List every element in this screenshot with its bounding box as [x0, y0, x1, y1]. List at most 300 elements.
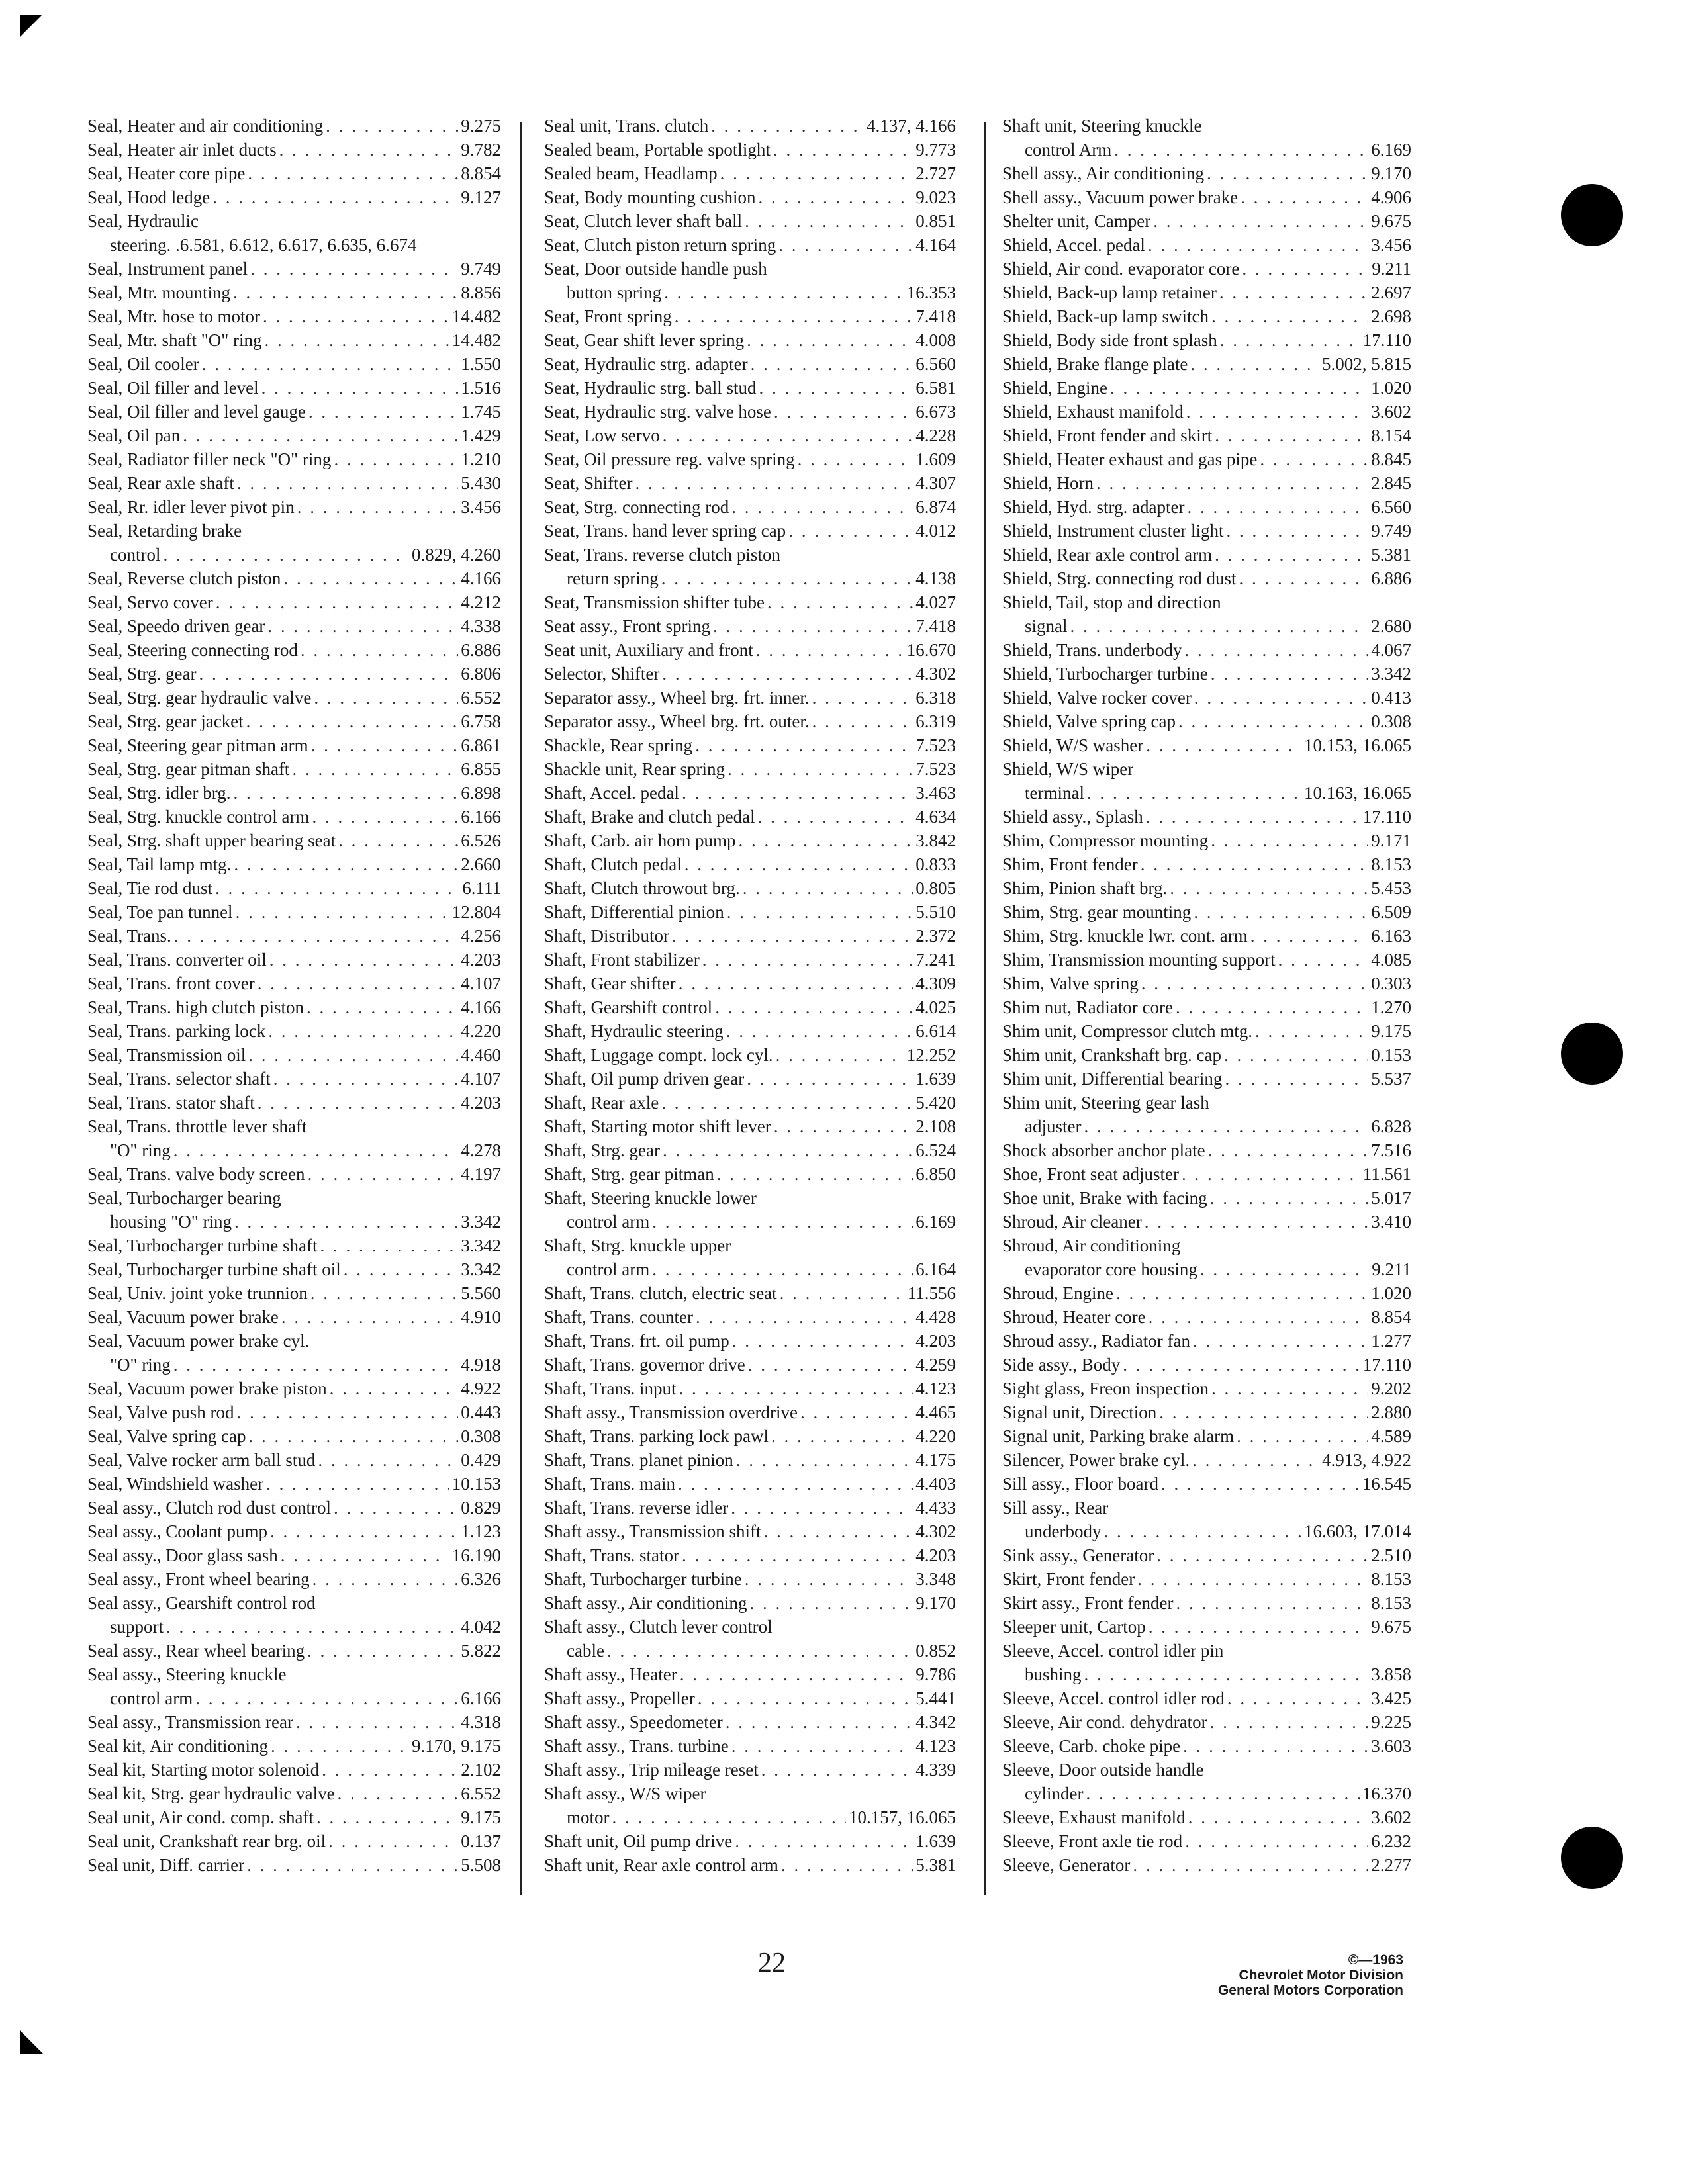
leader-dots [307, 1162, 458, 1186]
entry-reference: 1.270 [1371, 997, 1411, 1017]
index-entry-line [1002, 495, 1411, 519]
index-entry [1002, 257, 1411, 281]
leader-dots [310, 1281, 459, 1305]
entry-label: Shield, Valve rocker cover [1002, 688, 1192, 707]
entry-reference: 4.228 [915, 426, 956, 445]
entry-label: Shaft assy., Trip mileage reset [544, 1760, 759, 1780]
entry-reference: 6.850 [915, 1164, 956, 1184]
index-entry [544, 614, 956, 638]
entry-label: Shroud, Heater core [1002, 1307, 1146, 1327]
index-entry [1002, 1710, 1411, 1734]
leader-dots [1096, 471, 1368, 495]
entry-label: Seal assy., Door glass sash [87, 1545, 278, 1565]
leader-dots [1226, 519, 1368, 543]
index-entry-line [544, 209, 956, 233]
entry-reference: 6.166 [461, 1688, 501, 1708]
index-entry-continuation [1002, 1257, 1411, 1281]
index-entry [87, 900, 501, 924]
index-entry-line [544, 352, 956, 376]
leader-dots [1084, 1662, 1369, 1686]
index-entry [1002, 1496, 1411, 1543]
index-entry-line [544, 1067, 956, 1091]
index-entry [87, 376, 501, 400]
index-entry [1002, 471, 1411, 495]
entry-label: Shield, Strg. connecting rod dust [1002, 569, 1237, 588]
entry-label: Seal, Heater air inlet ducts [87, 140, 277, 159]
index-entry [87, 519, 501, 567]
leader-dots [270, 1520, 458, 1543]
index-entry [544, 352, 956, 376]
index-entry-continuation [544, 1639, 956, 1662]
index-entry [544, 757, 956, 781]
entry-label: Sight glass, Freon inspection [1002, 1379, 1209, 1398]
leader-dots [258, 1091, 459, 1115]
index-entry-line [87, 185, 501, 209]
entry-sublabel: motor [567, 1807, 610, 1827]
entry-label: Seal, Turbocharger turbine shaft oil [87, 1259, 341, 1279]
index-entry-line [544, 614, 956, 638]
index-entry-line [87, 1591, 501, 1615]
entry-reference: 9.786 [915, 1664, 956, 1684]
leader-dots [292, 757, 458, 781]
index-entry [87, 662, 501, 686]
leader-dots [1211, 829, 1368, 852]
index-entry [87, 709, 501, 733]
entry-reference: 0.851 [915, 211, 956, 231]
entry-reference: 4.465 [915, 1402, 956, 1422]
entry-reference: 6.560 [1371, 497, 1411, 517]
entry-label: Shackle, Rear spring [544, 735, 693, 755]
entry-label: Seal, Valve spring cap [87, 1426, 246, 1446]
entry-reference: 6.164 [915, 1259, 956, 1279]
index-entry-line [87, 1710, 501, 1734]
entry-reference: 6.886 [1371, 569, 1411, 588]
leader-dots [283, 567, 458, 590]
index-entry [544, 900, 956, 924]
index-entry [544, 138, 956, 161]
entry-label: Seal, Trans. stator shaft [87, 1093, 255, 1113]
index-entry-line [87, 1662, 501, 1686]
leader-dots [248, 161, 458, 185]
entry-reference: 6.552 [461, 1784, 501, 1803]
index-entry [87, 1805, 501, 1829]
entry-reference: 2.108 [915, 1116, 956, 1136]
leader-dots [747, 328, 913, 352]
entry-sublabel: control arm [110, 1688, 193, 1708]
binder-hole [1561, 184, 1623, 246]
entry-label: Signal unit, Parking brake alarm [1002, 1426, 1235, 1446]
entry-reference: 3.425 [1371, 1688, 1411, 1708]
index-entry [544, 543, 956, 590]
index-entry [87, 567, 501, 590]
index-entry [544, 1543, 956, 1567]
index-entry [544, 1734, 956, 1758]
leader-dots [234, 1210, 458, 1234]
entry-label: Seal, Rr. idler lever pivot pin [87, 497, 295, 517]
index-entry [1002, 1472, 1411, 1496]
entry-label: Shield, Back-up lamp retainer [1002, 283, 1217, 302]
index-entry [1002, 1329, 1411, 1353]
entry-label: Shaft, Trans. stator [544, 1545, 680, 1565]
index-entry-line [87, 1520, 501, 1543]
entry-label: Seal, Mtr. shaft "O" ring [87, 330, 262, 350]
index-entry-line [544, 1686, 956, 1710]
index-entry [87, 257, 501, 281]
index-entry-line [544, 995, 956, 1019]
index-entry [1002, 1377, 1411, 1400]
entry-reference: 8.153 [1371, 1569, 1411, 1589]
leader-dots [1219, 281, 1368, 304]
index-entry [87, 781, 501, 805]
entry-label: Shroud, Air conditioning [1002, 1236, 1181, 1255]
division-name: Chevrolet Motor Division [1239, 1968, 1403, 1983]
leader-dots [1242, 257, 1369, 281]
entry-label: Shield, Air cond. evaporator core [1002, 259, 1240, 279]
entry-reference: 6.874 [915, 497, 956, 517]
entry-reference: 2.660 [461, 854, 501, 874]
entry-reference: 4.307 [915, 473, 956, 493]
index-entry [1002, 328, 1411, 352]
entry-reference: 10.163, 16.065 [1304, 783, 1411, 803]
entry-reference: 4.339 [915, 1760, 956, 1780]
index-entry-line [87, 1186, 501, 1210]
leader-dots [246, 709, 459, 733]
leader-dots [747, 1067, 913, 1091]
leader-dots [344, 1257, 459, 1281]
entry-label: Seat, Oil pressure reg. valve spring [544, 449, 795, 469]
leader-dots [328, 1829, 458, 1853]
entry-reference: 9.749 [461, 259, 501, 279]
entry-label: Shaft, Strg. knuckle upper [544, 1236, 731, 1255]
leader-dots [788, 519, 913, 543]
index-entry-line [544, 400, 956, 424]
index-entry-line [87, 1496, 501, 1520]
leader-dots [1278, 948, 1369, 972]
index-entry [544, 424, 956, 447]
index-entry-line [544, 114, 956, 138]
entry-label: Seal assy., Rear wheel bearing [87, 1641, 305, 1661]
entry-label: Seal, Heater core pipe [87, 163, 246, 183]
entry-label: Shim, Compressor mounting [1002, 831, 1209, 850]
index-entry [87, 686, 501, 709]
index-entry [1002, 495, 1411, 519]
entry-reference: 9.170 [915, 1593, 956, 1613]
copyright-year: ©—1963 [1348, 1952, 1403, 1968]
entry-reference: 4.085 [1371, 950, 1411, 970]
index-entry [87, 1281, 501, 1305]
index-entry [87, 590, 501, 614]
index-entry [1002, 424, 1411, 447]
entry-label: Seal, Tie rod dust [87, 878, 213, 898]
leader-dots [682, 1543, 913, 1567]
index-entry-line [544, 638, 956, 662]
entry-label: Skirt, Front fender [1002, 1569, 1135, 1589]
entry-label: Shroud assy., Radiator fan [1002, 1331, 1190, 1351]
leader-dots [798, 447, 914, 471]
index-entry-line [87, 614, 501, 638]
leader-dots [1086, 1782, 1359, 1805]
leader-dots [1114, 138, 1368, 161]
entry-reference: 2.697 [1371, 283, 1411, 302]
index-entry [544, 686, 956, 709]
leader-dots [679, 1377, 914, 1400]
index-entry-line [544, 1377, 956, 1400]
index-entry-continuation [1002, 1662, 1411, 1686]
entry-label: Sealed beam, Portable spotlight [544, 140, 771, 159]
entry-reference: 4.918 [461, 1355, 501, 1375]
index-entry [544, 1353, 956, 1377]
index-entry [544, 876, 956, 900]
index-entry-continuation [87, 233, 501, 257]
index-entry-line [1002, 1853, 1411, 1877]
entry-reference: 12.252 [906, 1045, 956, 1065]
entry-label: Sill assy., Rear [1002, 1498, 1109, 1518]
leader-dots [338, 1782, 459, 1805]
leader-dots [233, 281, 458, 304]
entry-reference: 16.190 [451, 1545, 501, 1565]
index-entry [544, 1281, 956, 1305]
leader-dots [735, 1829, 913, 1853]
index-entry-line [1002, 1377, 1411, 1400]
entry-reference: 1.639 [915, 1831, 956, 1851]
entry-label: Seal, Trans. throttle lever shaft [87, 1116, 307, 1136]
index-entry-line [544, 590, 956, 614]
leader-dots [812, 686, 914, 709]
index-entry-line [1002, 1686, 1411, 1710]
entry-label: Shaft, Trans. counter [544, 1307, 693, 1327]
leader-dots [720, 161, 914, 185]
index-entry-line [544, 1043, 956, 1067]
entry-label: Shaft, Oil pump driven gear [544, 1069, 745, 1089]
index-entry-line [87, 257, 501, 281]
entry-reference: 11.556 [907, 1283, 956, 1303]
corporation-name: General Motors Corporation [1217, 1983, 1403, 1998]
entry-reference: 7.418 [915, 306, 956, 326]
index-entry [544, 1448, 956, 1472]
leader-dots [1084, 1115, 1368, 1138]
index-entry-line [87, 400, 501, 424]
leader-dots [1224, 1043, 1368, 1067]
index-entry-line [87, 829, 501, 852]
leader-dots [320, 1234, 458, 1257]
leader-dots [684, 852, 914, 876]
entry-reference: 6.673 [915, 402, 956, 422]
leader-dots [1239, 567, 1368, 590]
index-entry [544, 709, 956, 733]
entry-reference: 6.806 [461, 664, 501, 684]
index-entry [544, 924, 956, 948]
entry-label: Shaft, Trans. clutch, electric seat [544, 1283, 777, 1303]
leader-dots [216, 590, 459, 614]
entry-reference: 9.211 [1372, 1259, 1411, 1279]
entry-reference: 9.275 [461, 116, 501, 136]
leader-dots [234, 852, 458, 876]
entry-reference: 6.232 [1371, 1831, 1411, 1851]
entry-reference: 2.727 [915, 163, 956, 183]
index-entry-line [87, 709, 501, 733]
entry-label: Separator assy., Wheel brg. frt. outer. [544, 711, 810, 731]
index-entry-line [544, 233, 956, 257]
index-entry-line [544, 495, 956, 519]
entry-label: Shield, Heater exhaust and gas pipe [1002, 449, 1258, 469]
entry-sublabel: bushing [1025, 1664, 1082, 1684]
leader-dots [764, 1520, 914, 1543]
entry-reference: 4.107 [461, 1069, 501, 1089]
entry-label: Seal, Strg. gear [87, 664, 197, 684]
entry-label: Seal assy., Gearshift control rod [87, 1593, 316, 1613]
entry-reference: 4.203 [915, 1331, 956, 1351]
entry-reference: 4.107 [461, 974, 501, 993]
entry-label: Seal assy., Front wheel bearing [87, 1569, 310, 1589]
entry-sublabel: "O" ring [110, 1140, 171, 1160]
entry-reference: 3.602 [1371, 1807, 1411, 1827]
leader-dots [758, 805, 914, 829]
index-entry-line [544, 1186, 956, 1210]
index-entry-line [87, 948, 501, 972]
index-entry-line [544, 1019, 956, 1043]
entry-label: Sink assy., Generator [1002, 1545, 1154, 1565]
entry-label: Seat, Hydraulic strg. ball stud [544, 378, 757, 398]
index-entry-line [1002, 686, 1411, 709]
index-entry [544, 852, 956, 876]
entry-label: Seal, Instrument panel [87, 259, 248, 279]
entry-reference: 4.910 [461, 1307, 501, 1327]
index-entry [87, 424, 501, 447]
leader-dots [1215, 543, 1368, 567]
leader-dots [281, 1543, 449, 1567]
entry-label: Seal, Vacuum power brake cyl. [87, 1331, 310, 1351]
entry-label: Shaft, Trans. parking lock pawl [544, 1426, 769, 1446]
entry-label: Sill assy., Floor board [1002, 1474, 1158, 1494]
entry-label: Seal kit, Starting motor solenoid [87, 1760, 320, 1780]
index-entry-continuation [544, 1257, 956, 1281]
index-entry [1002, 1734, 1411, 1758]
entry-label: Shield, Back-up lamp switch [1002, 306, 1209, 326]
leader-dots [1207, 161, 1368, 185]
index-entry [87, 185, 501, 209]
index-entry [544, 1234, 956, 1281]
leader-dots [173, 1353, 458, 1377]
index-entry [544, 1591, 956, 1615]
index-entry [87, 1257, 501, 1281]
leader-dots [1103, 1520, 1301, 1543]
entry-label: Shaft, Hydraulic steering [544, 1021, 724, 1041]
leader-dots [306, 995, 458, 1019]
leader-dots [1161, 1472, 1360, 1496]
entry-reference: 1.020 [1371, 1283, 1411, 1303]
index-entry [544, 1853, 956, 1877]
index-entry [544, 805, 956, 829]
entry-reference: 2.680 [1371, 616, 1411, 636]
entry-reference: 5.822 [461, 1641, 501, 1661]
index-entry [87, 1019, 501, 1043]
index-entry-line [1002, 1329, 1411, 1353]
entry-label: Seal, Steering connecting rod [87, 640, 298, 660]
entry-reference: 6.509 [1371, 902, 1411, 922]
entry-label: Shield, W/S wiper [1002, 759, 1134, 779]
entry-label: Shaft assy., W/S wiper [544, 1784, 706, 1803]
leader-dots [680, 1662, 914, 1686]
entry-label: Shaft unit, Rear axle control arm [544, 1855, 778, 1875]
entry-label: Seal, Strg. idler brg. [87, 783, 231, 803]
entry-label: Seal, Strg. knuckle control arm [87, 807, 310, 827]
index-entry-line [544, 1472, 956, 1496]
index-entry-line [544, 138, 956, 161]
entry-label: Seal, Servo cover [87, 592, 213, 612]
entry-label: Shaft, Luggage compt. lock cyl. [544, 1045, 773, 1065]
entry-sublabel: terminal [1025, 783, 1084, 803]
index-entry [544, 185, 956, 209]
entry-label: Seat, Trans. hand lever spring cap [544, 521, 786, 541]
entry-label: Seal, Reverse clutch piston [87, 569, 281, 588]
entry-label: Seal, Oil filler and level gauge [87, 402, 306, 422]
index-entry-line [87, 495, 501, 519]
index-entry-line [1002, 1138, 1411, 1162]
entry-reference: 6.855 [461, 759, 501, 779]
entry-label: Sleeve, Front axle tie rod [1002, 1831, 1183, 1851]
index-entry-line [1002, 185, 1411, 209]
entry-label: Shoe unit, Brake with facing [1002, 1188, 1207, 1208]
index-entry-line [544, 1782, 956, 1805]
entry-reference: 4.012 [915, 521, 956, 541]
leader-dots [1153, 209, 1368, 233]
entry-reference: 6.111 [462, 878, 501, 898]
entry-reference: 7.241 [915, 950, 956, 970]
index-entry [1002, 1043, 1411, 1067]
entry-reference: 6.526 [461, 831, 501, 850]
entry-reference: 17.110 [1362, 330, 1411, 350]
entry-reference: 5.441 [915, 1688, 956, 1708]
entry-reference: 2.102 [461, 1760, 501, 1780]
index-entry-line [544, 1281, 956, 1305]
entry-label: Separator assy., Wheel brg. frt. inner. [544, 688, 810, 707]
index-entry-line [87, 471, 501, 495]
entry-reference: 4.913, 4.922 [1322, 1450, 1411, 1470]
entry-reference: 3.602 [1371, 402, 1411, 422]
entry-label: Seal, Hydraulic [87, 211, 199, 231]
leader-dots [1255, 1019, 1368, 1043]
entry-label: Shaft, Brake and clutch pedal [544, 807, 755, 827]
index-entry [1002, 1567, 1411, 1591]
leader-dots [1210, 1710, 1369, 1734]
index-entry-line [87, 781, 501, 805]
entry-label: Silencer, Power brake cyl. [1002, 1450, 1190, 1470]
leader-dots [1193, 1329, 1368, 1353]
entry-reference: 8.154 [1371, 426, 1411, 445]
entry-reference: 1.429 [461, 426, 501, 445]
index-entry-line [1002, 757, 1411, 781]
leader-dots [1227, 1686, 1368, 1710]
entry-label: Shock absorber anchor plate [1002, 1140, 1205, 1160]
entry-sublabel: control [110, 545, 161, 565]
entry-reference: 2.845 [1371, 473, 1411, 493]
entry-label: Shell assy., Vacuum power brake [1002, 187, 1239, 207]
index-entry [1002, 185, 1411, 209]
entry-reference: 4.203 [461, 950, 501, 970]
entry-sublabel: housing "O" ring [110, 1212, 232, 1232]
index-entry [87, 1758, 501, 1782]
entry-reference: 5.381 [915, 1855, 956, 1875]
index-entry [1002, 567, 1411, 590]
entry-reference: 6.886 [461, 640, 501, 660]
index-entry-line [87, 1567, 501, 1591]
entry-reference: 4.259 [915, 1355, 956, 1375]
entry-reference: 7.516 [1371, 1140, 1411, 1160]
index-entry [544, 1424, 956, 1448]
entry-reference: 4.203 [461, 1093, 501, 1113]
entry-label: Shaft, Trans. planet pinion [544, 1450, 733, 1470]
index-entry-line [544, 161, 956, 185]
